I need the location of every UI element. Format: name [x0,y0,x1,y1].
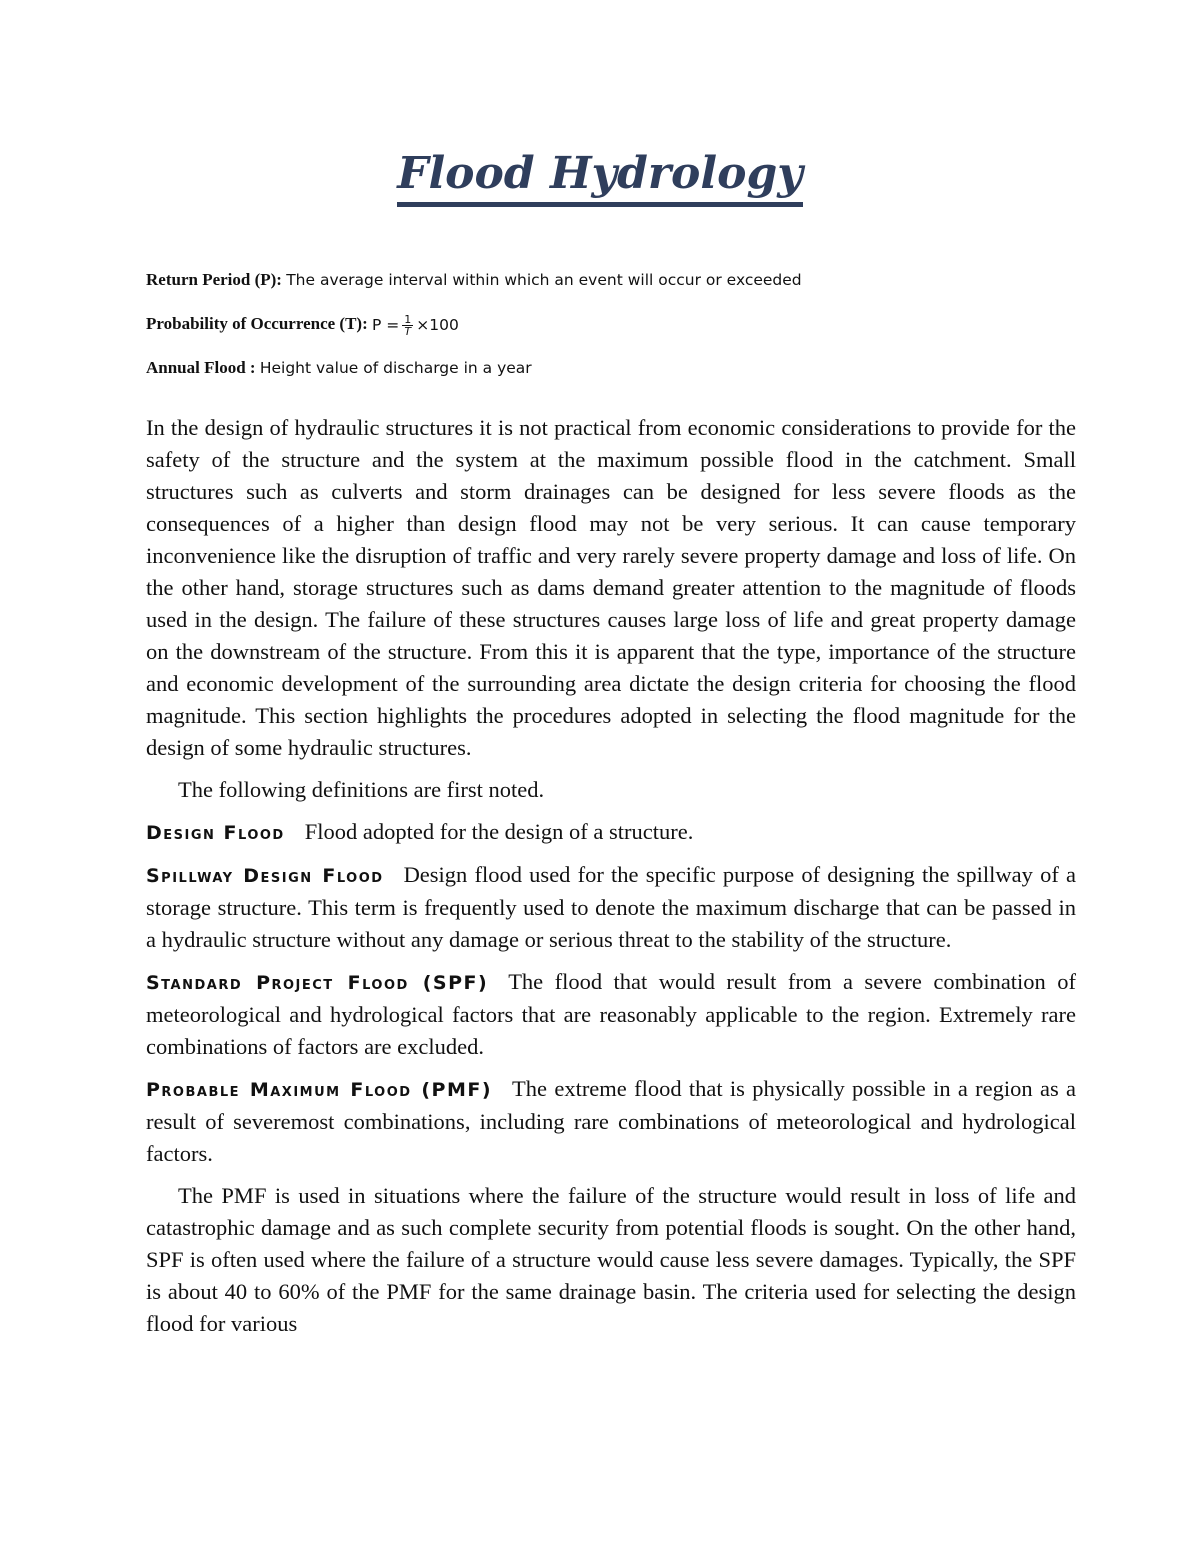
formula-lhs: P = [372,316,400,335]
fraction-numerator: 1 [404,312,412,326]
term-text-spillway-design-flood: Design flood used for the specific purpose of designing the spillway of a storage structure. This term is frequently used to denote the maximum discharge that can be passed in a hydraulic structure without any damage or serious threat to the stability of the structure. [146,862,1076,952]
term-return-period: Return Period (P): [146,270,282,289]
term-text-design-flood: Flood adopted for the design of a structure. [304,819,694,844]
term-design-flood [146,816,1076,849]
term-label-probable-maximum-flood: Probable Maximum Flood (PMF) [146,1079,493,1101]
term-label-spillway-design-flood: Spillway Design Flood [146,865,384,887]
term-spillway-design-flood [146,859,1076,956]
term-text-probable-maximum-flood: The extreme flood that is physically possible in a region as a result of severemost combinations, including rare combinations of meteorological and hydrological factors. [146,1076,1076,1166]
term-text-standard-project-flood: The flood that would result from a severe combination of meteorological and hydrological factors that are reasonably applicable to the region. Extremely rare combinations of factors are excluded. [146,969,1076,1059]
formula-fraction [402,314,413,337]
definitions-block [146,268,1086,400]
body-text [146,412,1076,1350]
term-label-standard-project-flood: Standard Project Flood (SPF) [146,972,489,994]
term-label-design-flood: Design Flood [146,822,285,844]
definition-annual-flood [146,356,1086,380]
paragraph-3: The PMF is used in situations where the failure of the structure would result in loss of life and catastrophic damage and as such complete security from potential floods is sought. On the other hand, SPF is often used where the failure of a structure would cause less severe damages. Typically, the SPF is about 40 to 60% of the PMF for the same drainage basin. The criteria used for selecting the design flood for various [146,1183,1076,1336]
paragraph-1: In the design of hydraulic structures it is not practical from economic considerations to provide for the safety of the structure and the system at the maximum possible flood in the catchment. Small structures such as culverts and storm drainages can be designed for less severe floods as the consequences of a higher than design flood may not be very serious. It can cause temporary inconvenience like the disruption of traffic and very rarely severe property damage and loss of life. On the other hand, storage structures such as dams demand greater attention to the magnitude of floods used in the design. The failure of these structures causes large loss of life and great property damage on the downstream of the structure. From this it is apparent that the type, importance of the structure and economic development of the surrounding area dictate the design criteria for choosing the flood magnitude. This section highlights the procedures adopted in selecting the flood magnitude for the design of some hydraulic structures. [146,415,1076,760]
paragraph-2: The following definitions are first noted. [178,777,545,802]
title-container [0,150,1200,207]
probability-formula [372,313,459,337]
formula-rhs: ×100 [416,316,459,335]
term-annual-flood: Annual Flood : [146,358,256,377]
term-standard-project-flood [146,966,1076,1063]
term-probability: Probability of Occurrence (T): [146,314,368,333]
page-title: Flood Hydrology [397,150,803,207]
definition-return-period [146,268,1086,292]
text-return-period: The average interval within which an event will occur or exceeded [286,271,802,289]
term-probable-maximum-flood [146,1073,1076,1170]
definition-probability [146,312,1086,336]
fraction-denominator: T [404,324,412,338]
text-annual-flood: Height value of discharge in a year [259,359,532,377]
